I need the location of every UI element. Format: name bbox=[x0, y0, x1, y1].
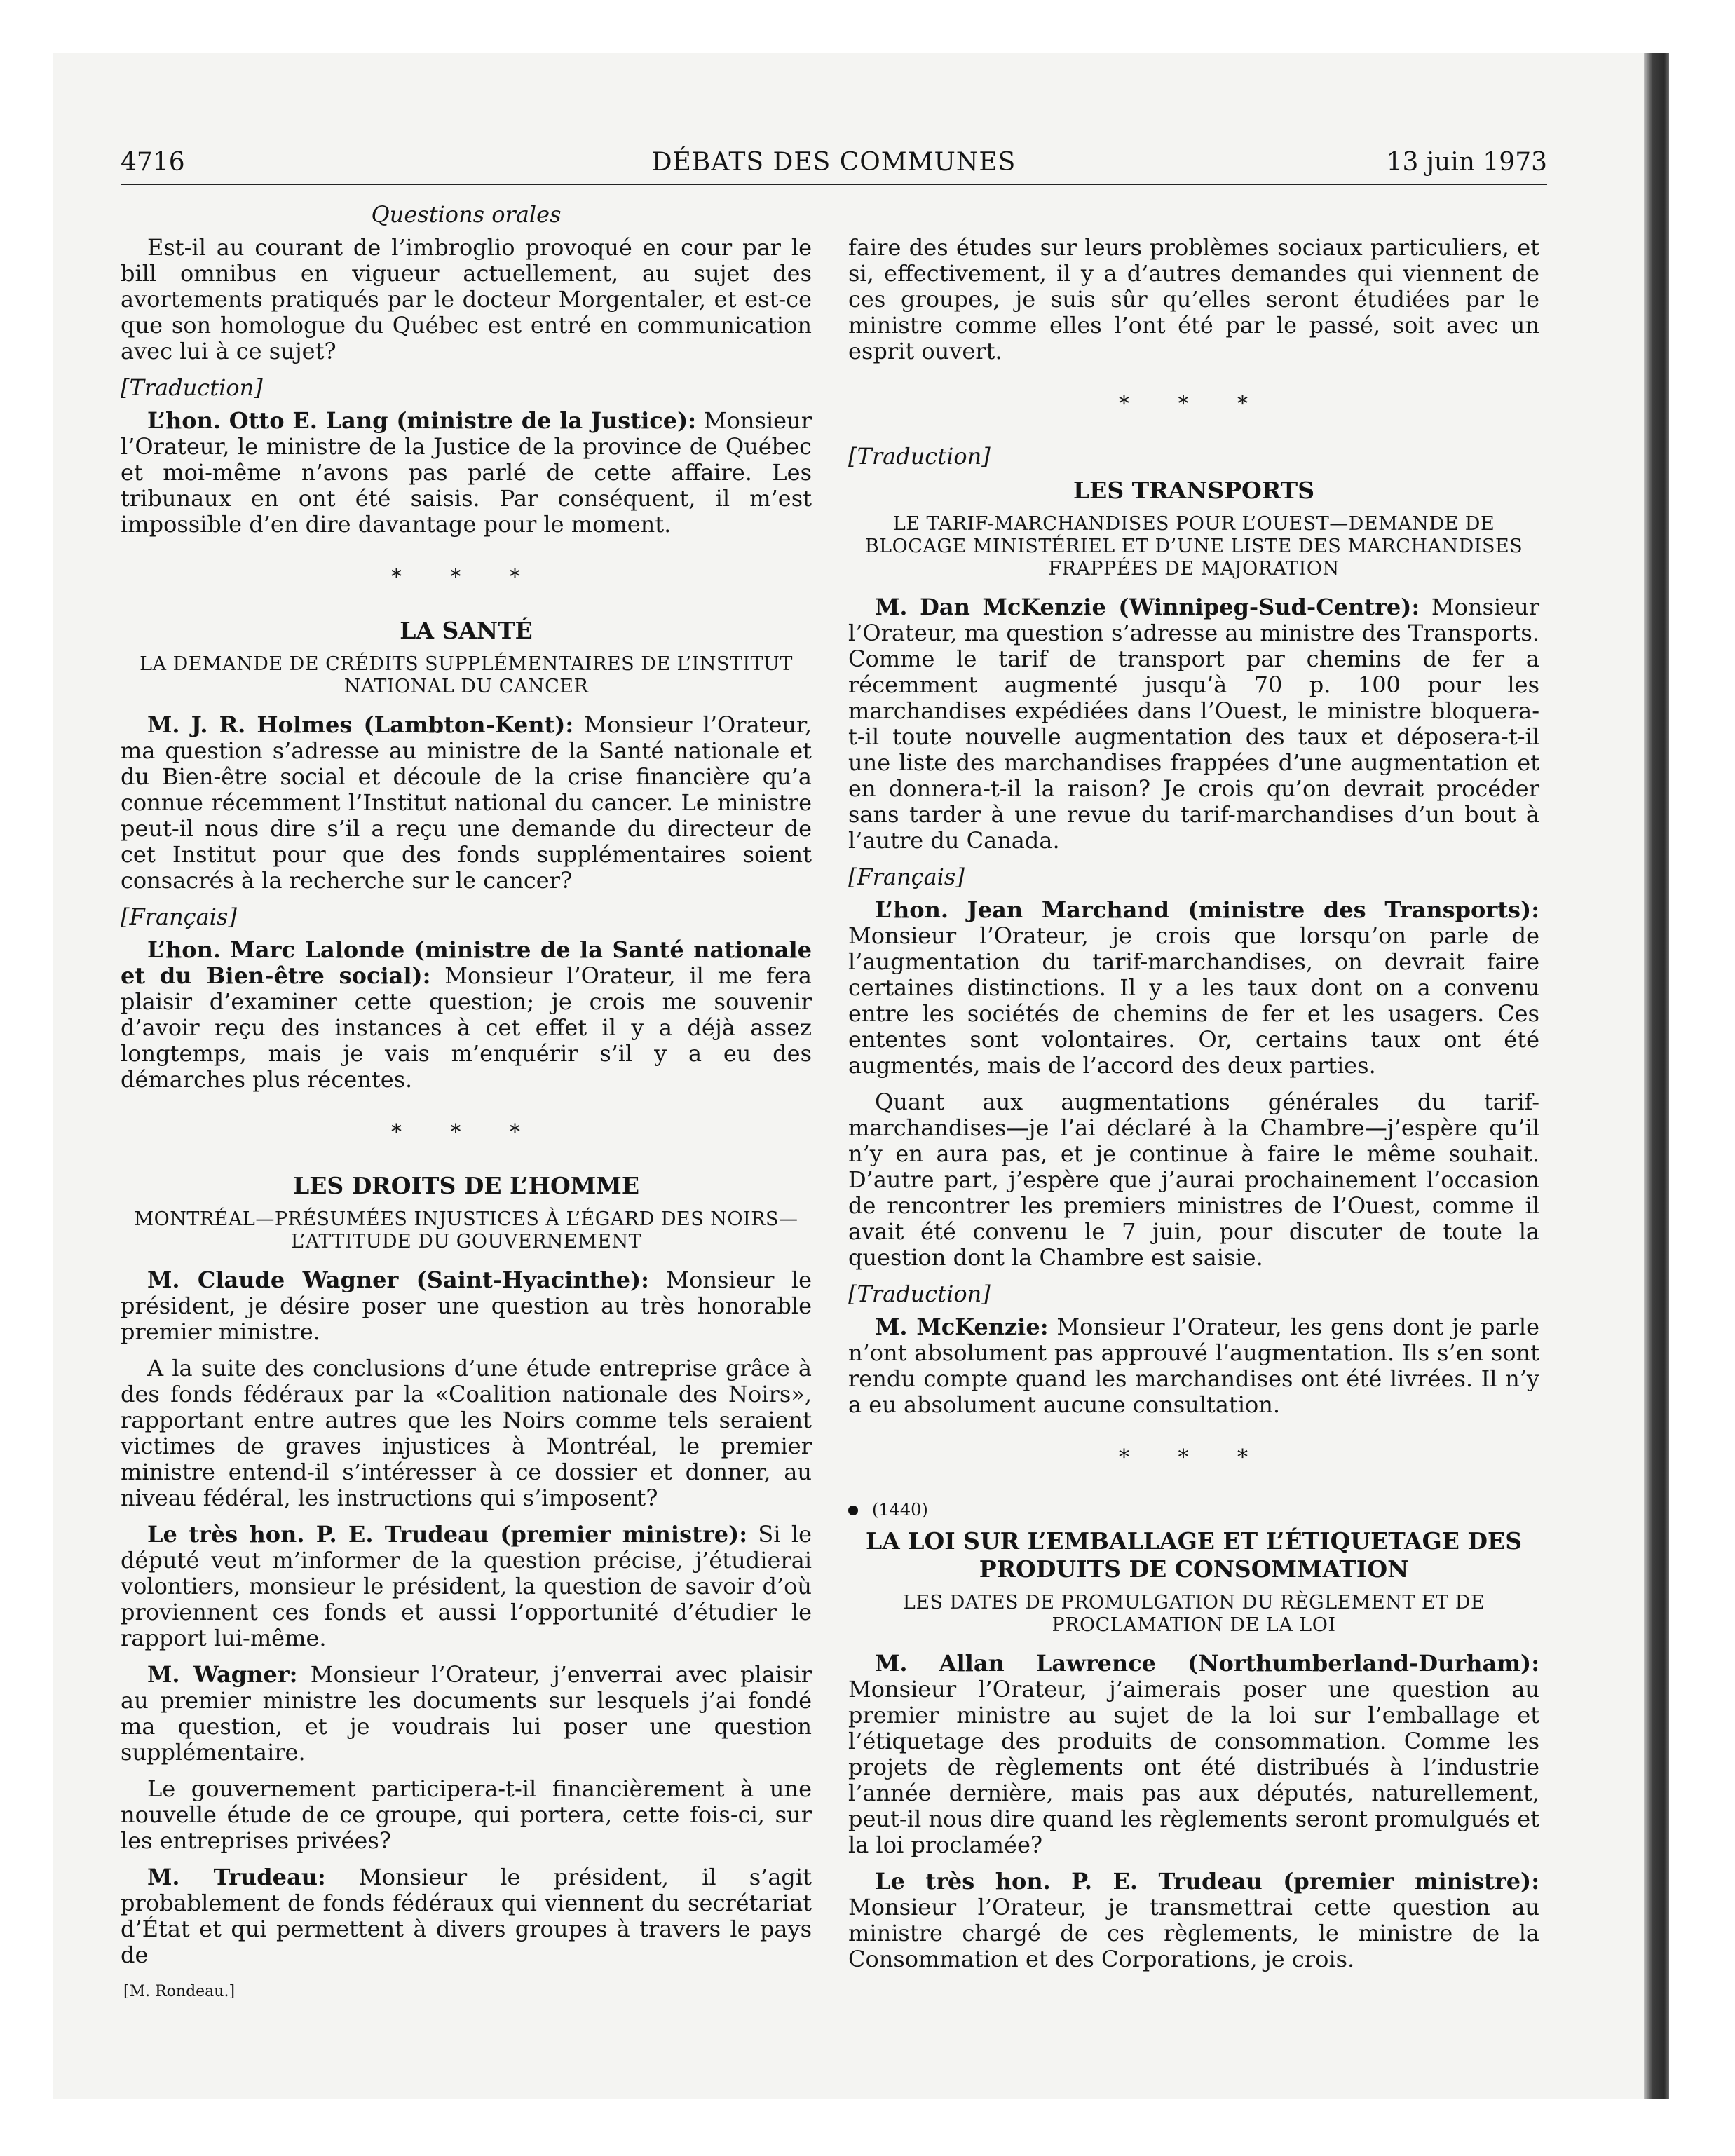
speech-text: Monsieur l’Orateur, il me fera plaisir d’examiner cette question; je crois me souvenir d’avoir reçu des instances à cet effet il y a déjà assez longtemps, mais je vais m’enquérir s’il y a eu des démarches plus récentes. bbox=[121, 962, 812, 1093]
paragraph bbox=[121, 1864, 812, 1968]
speaker: L’hon. Otto E. Lang (ministre de la Justice): bbox=[147, 407, 697, 434]
right-column bbox=[848, 235, 1539, 1983]
speaker: M. Claude Wagner (Saint-Hyacinthe): bbox=[147, 1267, 649, 1293]
paragraph: A la suite des conclusions d’une étude entreprise grâce à des fonds fédéraux par la «Coalition nationale des Noirs», rapportant entre autres que les Noirs comme tels seraient victimes de graves injustices à Montréal, le premier ministre entend-il s’intéresser à ce dossier et donner, au niveau fédéral, les instructions qui s’imposent? bbox=[121, 1355, 812, 1511]
speaker: M. Trudeau: bbox=[147, 1864, 326, 1890]
speaker: M. Dan McKenzie (Winnipeg-Sud-Centre): bbox=[875, 594, 1420, 620]
section-subtitle: LE TARIF-MARCHANDISES POUR L’OUEST—DEMANDE DE BLOCAGE MINISTÉRIEL ET D’UNE LISTE DES MARCHANDISES FRAPPÉES DE MAJORATION bbox=[864, 513, 1523, 580]
paragraph bbox=[121, 1267, 812, 1345]
speaker: L’hon. Jean Marchand (ministre des Transports): bbox=[875, 896, 1539, 923]
speech-text: Monsieur l’Orateur, ma question s’adresse au ministre de la Santé nationale et du Bien-être social et découle de la crise financière qu’a connue récemment l’Institut national du cancer. Le ministre peut-il nous dire s’il a reçu une demande du directeur de cet Institut pour que des fonds supplémentaires soient consacrés à la recherche sur le cancer? bbox=[121, 711, 812, 894]
speaker: M. Wagner: bbox=[147, 1661, 298, 1688]
section-separator: * * * bbox=[390, 565, 542, 589]
language-note: [Traduction] bbox=[848, 443, 991, 470]
speech-text: Monsieur l’Orateur, ma question s’adresse au ministre des Transports. Comme le tarif de transport par chemins de fer a récemment augmenté jusqu’à 70 p. 100 pour les marchandises expédiées dans l’Ouest, le ministre bloquera-t-il toute nouvelle augmentation des taux et déposera-t-il une liste des marchandises frappées d’une augmentation et en donnera-t-il la raison? Je crois qu’on devrait procéder sans tarder à une revue du tarif-marchandises d’un bout à l’autre du Canada. bbox=[848, 594, 1540, 854]
paragraph bbox=[121, 1522, 812, 1651]
speech-text: Monsieur l’Orateur, le ministre de la Justice de la province de Québec et moi-même n’avons pas parlé de cette affaire. Les tribunaux en ont été saisis. Par conséquent, il m’est impossible d’en dire davantage pour le moment. bbox=[121, 407, 812, 538]
section-separator: * * * bbox=[1118, 1445, 1270, 1470]
speech-text: Monsieur l’Orateur, je transmettrai cette question au ministre chargé de ces règlements, le ministre de la Consommation et des Corporations, je crois. bbox=[848, 1894, 1539, 1972]
speaker: L’hon. Marc Lalonde (ministre de la Santé nationale et du Bien-être social): bbox=[121, 936, 812, 989]
paragraph bbox=[121, 1662, 812, 1766]
paragraph: faire des études sur leurs problèmes sociaux particuliers, et si, effectivement, il y a d’autres demandes qui viennent de ces groupes, je suis sûr qu’elles seront étudiées par le ministre comme elles l’ont été par le passé, soit avec un esprit ouvert. bbox=[848, 234, 1539, 364]
language-note: [Français] bbox=[848, 864, 965, 890]
speech-text: Monsieur l’Orateur, j’aimerais poser une question au premier ministre au sujet de la loi sur l’emballage et l’étiquetage des produits de consommation. Comme les projets de règlements ont été distribués à l’industrie l’année dernière, mais pas aux députés, naturellement, peut-il nous dire quand les règlements seront promulgués et la loi proclamée? bbox=[848, 1676, 1539, 1858]
paragraph bbox=[848, 1314, 1539, 1418]
publication-date: 13 juin 1973 bbox=[1386, 148, 1547, 177]
paragraph bbox=[848, 1869, 1539, 1972]
section-title: LES DROITS DE L’HOMME bbox=[293, 1172, 639, 1199]
language-note: [Traduction] bbox=[848, 1281, 991, 1307]
speech-text: Monsieur le président, il s’agit probablement de fonds fédéraux qui viennent du secrétariat d’État et qui permettent à divers groupes à travers le pays de bbox=[121, 1864, 812, 1968]
paragraph: Quant aux augmentations générales du tarif-marchandises—je l’ai déclaré à la Chambre—j’espère qu’il n’y en aura pas, et je continue à faire le même souhait. D’autre part, j’espère que j’aurai prochainement l’occasion de rencontrer les premiers ministres de l’Ouest, comme il avait été convenu le 7 juin, pour discuter de toute la question dont la Chambre est saisie. bbox=[848, 1089, 1539, 1271]
paragraph bbox=[121, 408, 812, 538]
publication-title: DÉBATS DES COMMUNES bbox=[651, 148, 1016, 177]
running-head: Questions orales bbox=[371, 201, 562, 228]
timestamp-text: (1440) bbox=[872, 1500, 928, 1520]
timestamp bbox=[848, 1497, 1539, 1523]
paragraph: Le gouvernement participera-t-il financièrement à une nouvelle étude de ce groupe, qui portera, cette fois-ci, sur les entreprises privées? bbox=[121, 1775, 812, 1854]
paragraph bbox=[848, 1651, 1539, 1858]
page-header bbox=[121, 149, 1547, 185]
section-title: LES TRANSPORTS bbox=[1073, 477, 1315, 504]
speaker: M. J. R. Holmes (Lambton-Kent): bbox=[147, 711, 574, 738]
speech-text: Monsieur l’Orateur, je crois que lorsqu’on parle de l’augmentation du tarif-marchandises, on devrait faire certaines distinctions. Il y a les taux dont on a convenu entre les sociétés de chemins de fer et les usagers. Ces ententes sont volontaires. Or, certains taux ont été augmentés, mais de l’accord des deux parties. bbox=[848, 922, 1539, 1079]
section-separator: * * * bbox=[1118, 392, 1270, 416]
speech-text: Monsieur l’Orateur, les gens dont je parle n’ont absolument pas approuvé l’augmentation. Ils s’en sont rendu compte quand les marchandises ont été livrées. Il n’y a eu absolument aucune consultation. bbox=[848, 1314, 1540, 1418]
section-subtitle: MONTRÉAL—PRÉSUMÉES INJUSTICES À L’ÉGARD DES NOIRS—L’ATTITUDE DU GOUVERNEMENT bbox=[134, 1208, 798, 1253]
binding-shadow bbox=[1644, 53, 1669, 2099]
section-title: LA LOI SUR L’EMBALLAGE ET L’ÉTIQUETAGE DES PRODUITS DE CONSOMMATION bbox=[865, 1527, 1523, 1583]
speech-text: Monsieur l’Orateur, j’enverrai avec plaisir au premier ministre les documents sur lesquels j’ai fondé ma question, et je voudrais lui poser une question supplémentaire. bbox=[121, 1661, 812, 1766]
section-title: LA SANTÉ bbox=[400, 617, 533, 644]
speaker: Le très hon. P. E. Trudeau (premier ministre): bbox=[147, 1521, 748, 1548]
speaker: M. Allan Lawrence (Northumberland-Durham): bbox=[875, 1650, 1539, 1677]
paragraph bbox=[121, 712, 812, 894]
section-subtitle: LES DATES DE PROMULGATION DU RÈGLEMENT ET DE PROCLAMATION DE LA LOI bbox=[902, 1592, 1485, 1636]
paragraph bbox=[121, 937, 812, 1093]
section-subtitle: LA DEMANDE DE CRÉDITS SUPPLÉMENTAIRES DE L’INSTITUT NATIONAL DU CANCER bbox=[140, 653, 793, 697]
paragraph bbox=[848, 897, 1539, 1079]
language-note: [Français] bbox=[121, 903, 237, 930]
speaker: Le très hon. P. E. Trudeau (premier ministre): bbox=[875, 1868, 1539, 1895]
speech-text: Monsieur le président, je désire poser une question au très honorable premier ministre. bbox=[121, 1267, 812, 1345]
section-separator: * * * bbox=[390, 1120, 542, 1145]
speech-text: Si le député veut m’informer de la question précise, j’étudierai volontiers, monsieur le président, la question de savoir d’où proviennent ces fonds et aussi l’opportunité d’étudier le rapport lui-même. bbox=[121, 1521, 812, 1651]
paragraph bbox=[848, 594, 1539, 854]
speaker: M. McKenzie: bbox=[875, 1314, 1049, 1340]
footer-note: [M. Rondeau.] bbox=[123, 1983, 236, 2000]
paragraph: Est-il au courant de l’imbroglio provoqué en cour par le bill omnibus en vigueur actuellement, au sujet des avortements pratiqués par le docteur Morgentaler, et est-ce que son homologue du Québec est entré en communication avec lui à ce sujet? bbox=[121, 234, 812, 364]
bullet-dot-icon bbox=[848, 1506, 858, 1515]
left-column bbox=[121, 202, 812, 2005]
page-number: 4716 bbox=[121, 148, 185, 177]
language-note: [Traduction] bbox=[121, 374, 263, 401]
